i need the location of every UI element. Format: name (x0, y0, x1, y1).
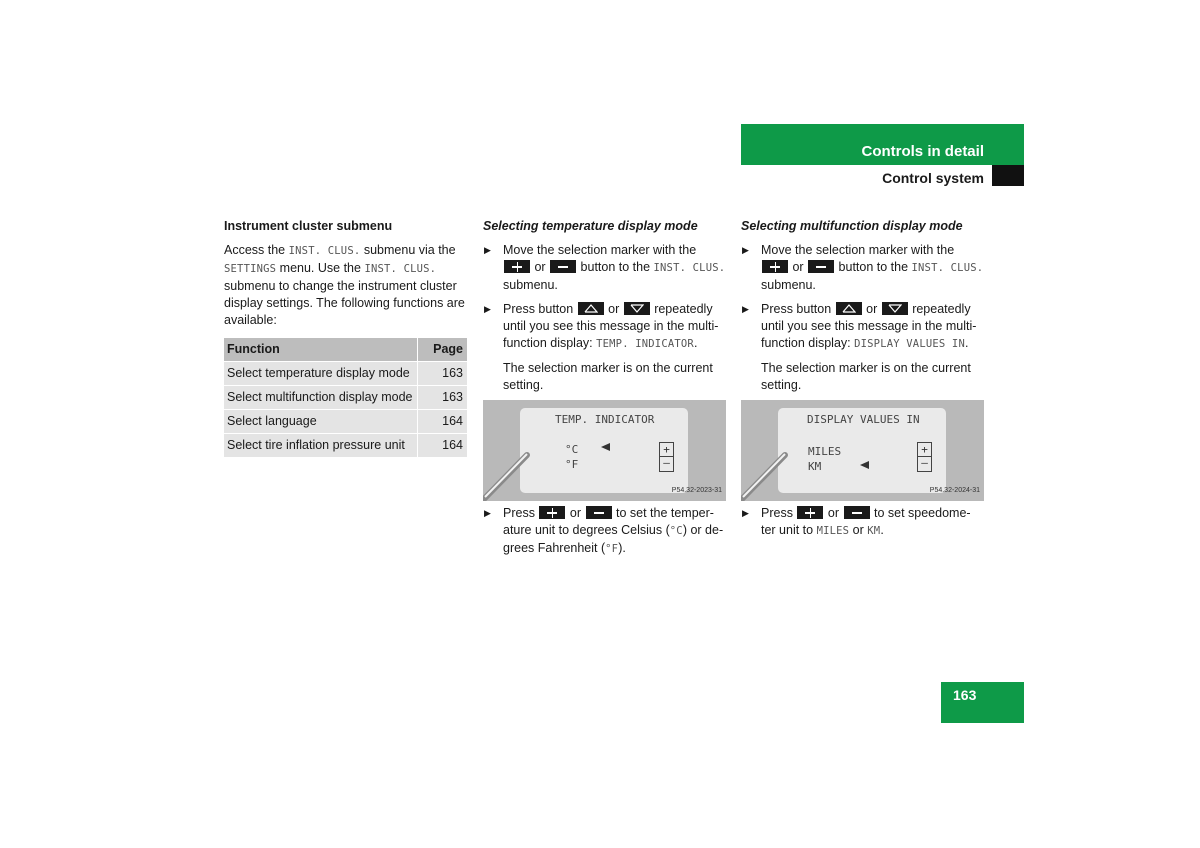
column-temperature-mode (483, 218, 726, 402)
lcd-option-km: KM (808, 460, 822, 473)
note-current-setting: The selection marker is on the current setting. (761, 361, 971, 392)
step-text: repeatedly until you see this message in the multi-function display: (503, 302, 719, 350)
bullet-arrow-icon: ▶ (742, 304, 749, 314)
bullet-arrow-icon: ▶ (742, 245, 749, 255)
step-text: or (862, 302, 881, 316)
code-inst-clus: INST. CLUS. (364, 263, 437, 275)
step-text: . (880, 523, 884, 537)
heading-instrument-cluster: Instrument cluster submenu (224, 219, 393, 233)
minus-glyph: – (921, 456, 928, 469)
functions-table (224, 338, 467, 457)
page-number: 163 (953, 687, 977, 703)
step-move-marker (483, 242, 726, 294)
code-celsius: °C (669, 525, 683, 537)
step-text: or (604, 302, 623, 316)
step-move-marker (741, 242, 984, 294)
bullet-arrow-icon: ▶ (742, 508, 749, 518)
table-cell-function: Select language (224, 410, 418, 434)
figure-multifunction-display (741, 400, 984, 501)
table-cell-page: 163 (418, 386, 468, 410)
up-key-icon (578, 302, 604, 315)
column-multifunction-mode-cont (741, 505, 984, 547)
step-text: submenu. (503, 278, 558, 292)
step-text: to set speedome-ter unit to (761, 506, 971, 537)
subsection-header (741, 165, 1024, 186)
step-text: button to the (577, 260, 654, 274)
down-key-icon (882, 302, 908, 315)
table-row (224, 362, 467, 386)
lcd-option-miles: MILES (808, 445, 842, 458)
column-temperature-mode-cont (483, 505, 726, 565)
step-text: . (964, 336, 969, 350)
code-fahrenheit: °F (605, 543, 619, 555)
bullet-arrow-icon: ▶ (484, 304, 491, 314)
step-text: Press button (761, 302, 835, 316)
step-text: or (789, 260, 808, 274)
plus-key-icon (762, 260, 788, 273)
table-cell-page: 164 (418, 410, 468, 434)
subsection-title: Control system (882, 170, 984, 186)
step-text: Press (761, 506, 797, 520)
heading-temperature-mode: Selecting temperature display mode (483, 219, 698, 233)
up-key-icon (836, 302, 862, 315)
code-temp-indicator: TEMP. INDICATOR (596, 338, 694, 350)
step-text: ). (618, 541, 626, 555)
step-text: Press (503, 506, 539, 520)
bullet-arrow-icon: ▶ (484, 245, 491, 255)
bullet-arrow-icon: ▶ (484, 508, 491, 518)
figure-code: P54.32-2023-31 (671, 487, 722, 494)
section-title: Controls in detail (861, 143, 984, 160)
section-header (741, 124, 1024, 165)
code-settings: SETTINGS (224, 263, 277, 275)
table-header-row (224, 338, 467, 362)
plus-glyph: + (663, 443, 670, 456)
page-number-tab (941, 682, 1024, 723)
lcd-option-celsius: °C (565, 443, 579, 456)
code-miles: MILES (816, 525, 850, 537)
table-cell-page: 164 (418, 434, 468, 458)
minus-key-icon (550, 260, 576, 273)
table-cell-function: Select multifunction display mode (224, 386, 418, 410)
intro-paragraph (224, 242, 467, 329)
step-text: or (849, 523, 868, 537)
figure-code: P54.32-2024-31 (929, 487, 980, 494)
intro-text: menu. Use the (276, 261, 365, 275)
down-key-icon (624, 302, 650, 315)
step-text: Move the selection marker with the (503, 243, 697, 257)
code-inst-clus: INST. CLUS. (911, 262, 984, 274)
step-text: Press button (503, 302, 577, 316)
table-row (224, 434, 467, 458)
step-text: repeatedly until you see this message in the multi-function display: (761, 302, 977, 350)
minus-key-icon (844, 506, 870, 519)
lcd-option-fahrenheit: °F (565, 458, 579, 471)
step-text: button to the (835, 260, 912, 274)
minus-key-icon (586, 506, 612, 519)
intro-text: submenu to change the instrument cluster display settings. The following functions are available: (224, 279, 465, 327)
step-press-button (741, 301, 984, 353)
lcd-title: TEMP. INDICATOR (555, 413, 655, 426)
plus-key-icon (504, 260, 530, 273)
lcd-title: DISPLAY VALUES IN (807, 413, 920, 426)
step-text: ) or de-grees Fahrenheit ( (503, 523, 724, 555)
table-header-page: Page (418, 338, 468, 362)
table-header-function: Function (224, 338, 418, 362)
plus-key-icon (797, 506, 823, 519)
step-text: submenu. (761, 278, 816, 292)
header-black-block (992, 165, 1024, 186)
minus-key-icon (808, 260, 834, 273)
note-current-setting: The selection marker is on the current setting. (503, 361, 713, 392)
minus-glyph: – (663, 456, 670, 469)
step-text: to set the temper-ature unit to degrees Celsius ( (503, 506, 714, 537)
step-text: or (824, 506, 843, 520)
column-instrument-cluster (224, 218, 467, 457)
heading-multifunction-mode: Selecting multifunction display mode (741, 219, 963, 233)
table-cell-function: Select temperature display mode (224, 362, 418, 386)
table-row (224, 386, 467, 410)
code-display-values-in: DISPLAY VALUES IN (854, 338, 965, 350)
step-text: . (693, 336, 698, 350)
step-set-temperature-unit (483, 505, 726, 558)
step-text: or (531, 260, 550, 274)
intro-text: Access the (224, 243, 289, 257)
step-press-button (483, 301, 726, 353)
plus-glyph: + (921, 443, 928, 456)
table-cell-function: Select tire inflation pressure unit (224, 434, 418, 458)
step-set-speedometer-unit (741, 505, 984, 540)
column-multifunction-mode (741, 218, 984, 402)
code-inst-clus: INST. CLUS. (653, 262, 726, 274)
table-cell-page: 163 (418, 362, 468, 386)
code-km: KM (867, 525, 881, 537)
table-row (224, 410, 467, 434)
step-text: or (566, 506, 585, 520)
step-text: Move the selection marker with the (761, 243, 955, 257)
plus-key-icon (539, 506, 565, 519)
intro-text: submenu via the (360, 243, 456, 257)
figure-temperature-display (483, 400, 726, 501)
code-inst-clus: INST. CLUS. (288, 245, 361, 257)
